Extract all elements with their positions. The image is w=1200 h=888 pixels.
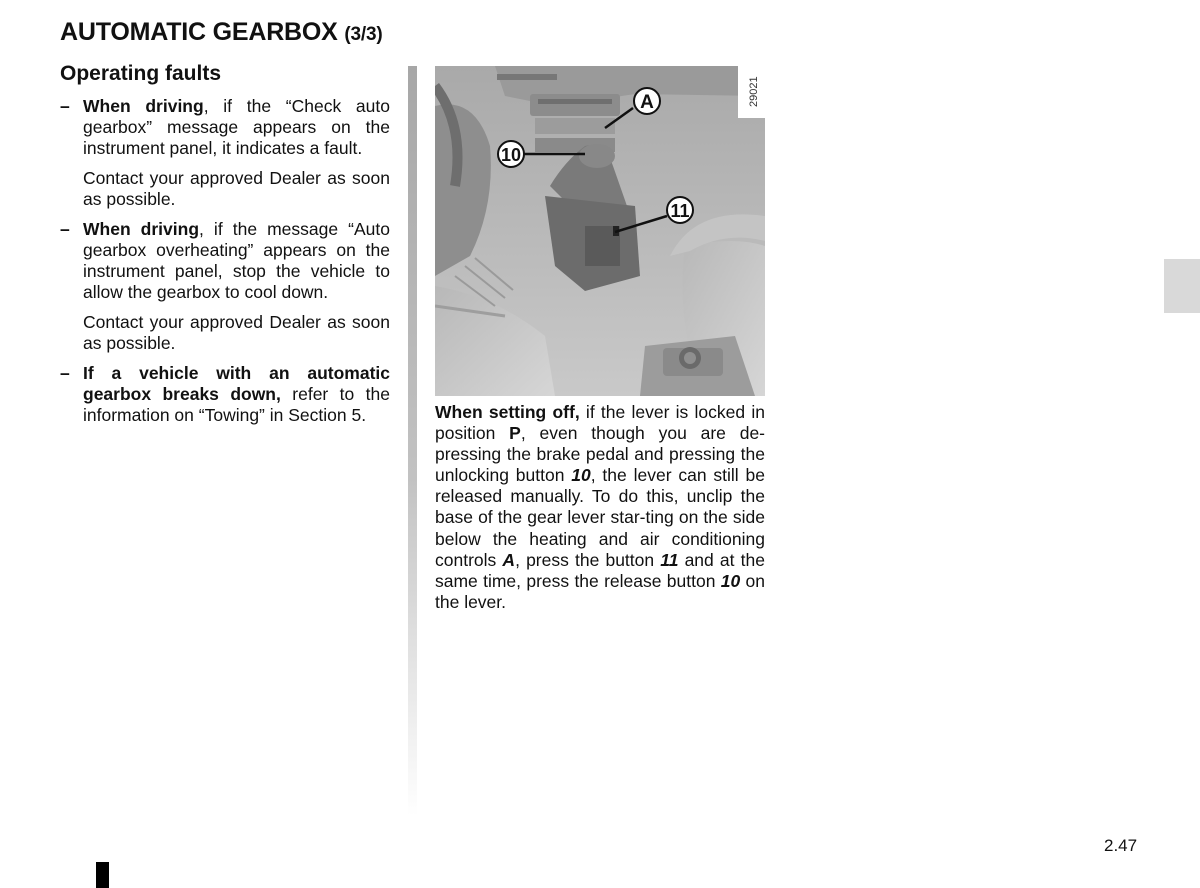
- list-dash: –: [60, 96, 70, 116]
- caption-text: , press the button: [515, 549, 661, 570]
- caption-text: if the lever is locked in position: [435, 402, 765, 444]
- caption-lead: When setting off,: [435, 402, 580, 422]
- title-text: AUTOMATIC GEARBOX: [60, 18, 338, 46]
- list-item-bold: When driving: [83, 96, 204, 116]
- list-item: [60, 363, 390, 426]
- title-part: (3/3): [344, 24, 383, 45]
- caption-text: and at the same time, press the release button: [435, 549, 765, 591]
- left-column: [60, 96, 390, 426]
- position-p: P: [509, 423, 521, 444]
- gear-lever-illustration: [435, 66, 765, 396]
- list-item-followup: Contact your approved Dealer as soon as possible.: [83, 312, 390, 353]
- ref-controls-a: A: [502, 549, 516, 570]
- list-dash: –: [60, 219, 70, 239]
- page-number: 2.47: [1104, 836, 1138, 855]
- list-item-bold: When driving: [83, 219, 200, 239]
- list-item-followup: Contact your approved Dealer as soon as possible.: [83, 168, 390, 209]
- ref-button-11: 11: [660, 549, 679, 570]
- callout-label-10: 10: [500, 145, 522, 165]
- list-item-text: refer to the information on “Towing” in Section 5.: [83, 384, 390, 425]
- column-divider-bar: [408, 66, 417, 816]
- list-dash: –: [60, 363, 70, 383]
- list-item: [60, 219, 390, 303]
- caption-text: , even though you are de-pressing the brake pedal and pressing the unlocking button: [435, 423, 766, 486]
- list-item: [60, 96, 390, 159]
- callout-label-a: A: [640, 92, 654, 113]
- figure-code: 29021: [748, 76, 760, 107]
- section-tab-marker: [1164, 259, 1200, 313]
- ref-button-10: 10: [720, 570, 741, 591]
- corner-crop-mark: [96, 862, 109, 888]
- section-heading: Operating faults: [60, 62, 222, 85]
- figure-caption: [435, 402, 765, 613]
- list-item-text: , if the “Check auto gearbox” message appears on the instrument panel, it indicates a fault.: [83, 96, 390, 158]
- ref-button-10: 10: [571, 465, 591, 486]
- list-item-bold: If a vehicle with an automatic gearbox breaks down,: [83, 363, 390, 404]
- caption-text: , the lever can still be released manually. To do this, unclip the base of the gear lever star-ting on the side below the heating and air conditioning controls: [435, 465, 765, 570]
- callout-label-11: 11: [670, 201, 690, 221]
- page-title: [60, 18, 382, 47]
- gear-lever-photo: [435, 66, 765, 396]
- list-item-text: , if the message “Auto gearbox overheating” appears on the instrument panel, stop the vehicle to allow the gearbox to cool down.: [83, 219, 390, 302]
- caption-text: on the lever.: [435, 570, 766, 612]
